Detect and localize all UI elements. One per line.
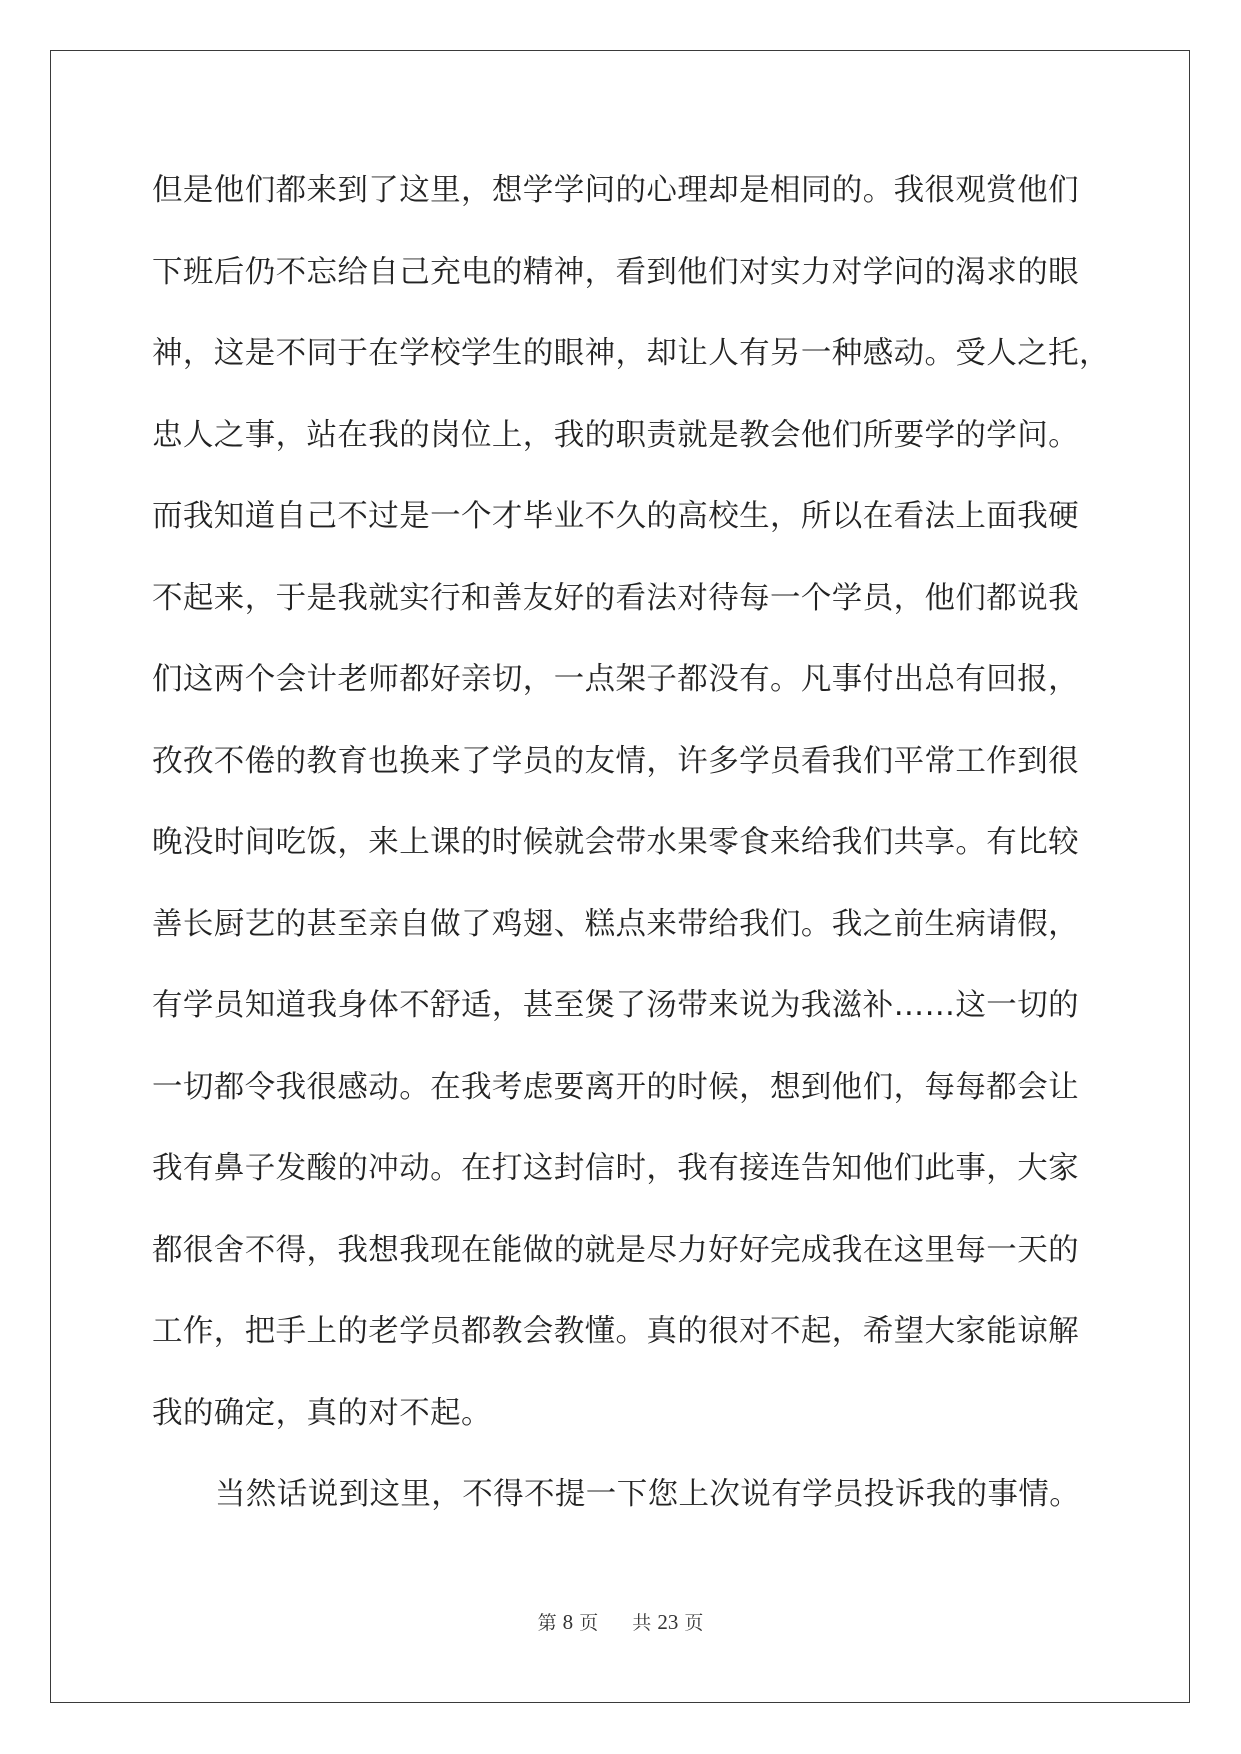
text-line-3: 神，这是不同于在学校学生的眼神，却让人有另一种感动。受人之托， <box>152 336 1110 371</box>
text-line-12: 一切都令我很感动。在我考虑要离开的时候，想到他们，每每都会让 <box>152 1069 1079 1105</box>
page-footer <box>0 1608 1241 1635</box>
text-line-9: 晚没时间吃饭，来上课的时候就会带水果零食来给我们共享。有比较 <box>152 825 1079 860</box>
text-line-1: 但是他们都来到了这里，想学学问的心理却是相同的。我很观赏他们 <box>152 173 1079 208</box>
page-prefix: 第 <box>537 1612 557 1634</box>
text-line-7: 们这两个会计老师都好亲切，一点架子都没有。凡事付出总有回报， <box>152 662 1079 697</box>
text-line-5: 而我知道自己不过是一个才毕业不久的高校生，所以在看法上面我硬 <box>152 499 1079 534</box>
total-pages: 23 <box>657 1610 679 1634</box>
text-line-11: 有学员知道我身体不舒适，甚至煲了汤带来说为我滋补……这一切的 <box>152 988 1079 1023</box>
text-line-2: 下班后仍不忘给自己充电的精神，看到他们对实力对学问的渴求的眼 <box>152 254 1079 290</box>
text-line-14: 都很舍不得，我想我现在能做的就是尽力好好完成我在这里每一天的 <box>152 1232 1079 1268</box>
text-line-17-paragraph-start: 当然话说到这里，不得不提一下您上次说有学员投诉我的事情。 <box>215 1477 1081 1512</box>
page-suffix: 页 <box>579 1612 599 1634</box>
text-line-16: 我的确定，真的对不起。 <box>152 1395 492 1431</box>
text-line-15: 工作，把手上的老学员都教会教懂。真的很对不起，希望大家能谅解 <box>152 1314 1079 1349</box>
text-line-10: 善长厨艺的甚至亲自做了鸡翅、糕点来带给我们。我之前生病请假， <box>152 906 1079 942</box>
text-line-6: 不起来，于是我就实行和善友好的看法对待每一个学员，他们都说我 <box>152 580 1079 616</box>
text-line-4: 忠人之事，站在我的岗位上，我的职责就是教会他们所要学的学问。 <box>152 417 1079 453</box>
total-prefix: 共 <box>632 1612 652 1634</box>
text-line-8: 孜孜不倦的教育也换来了学员的友情，许多学员看我们平常工作到很 <box>152 743 1079 779</box>
page-number: 8 <box>562 1610 574 1634</box>
total-suffix: 页 <box>684 1612 704 1634</box>
letter-body <box>152 164 1110 1550</box>
text-line-13: 我有鼻子发酸的冲动。在打这封信时，我有接连告知他们此事，大家 <box>152 1151 1079 1186</box>
